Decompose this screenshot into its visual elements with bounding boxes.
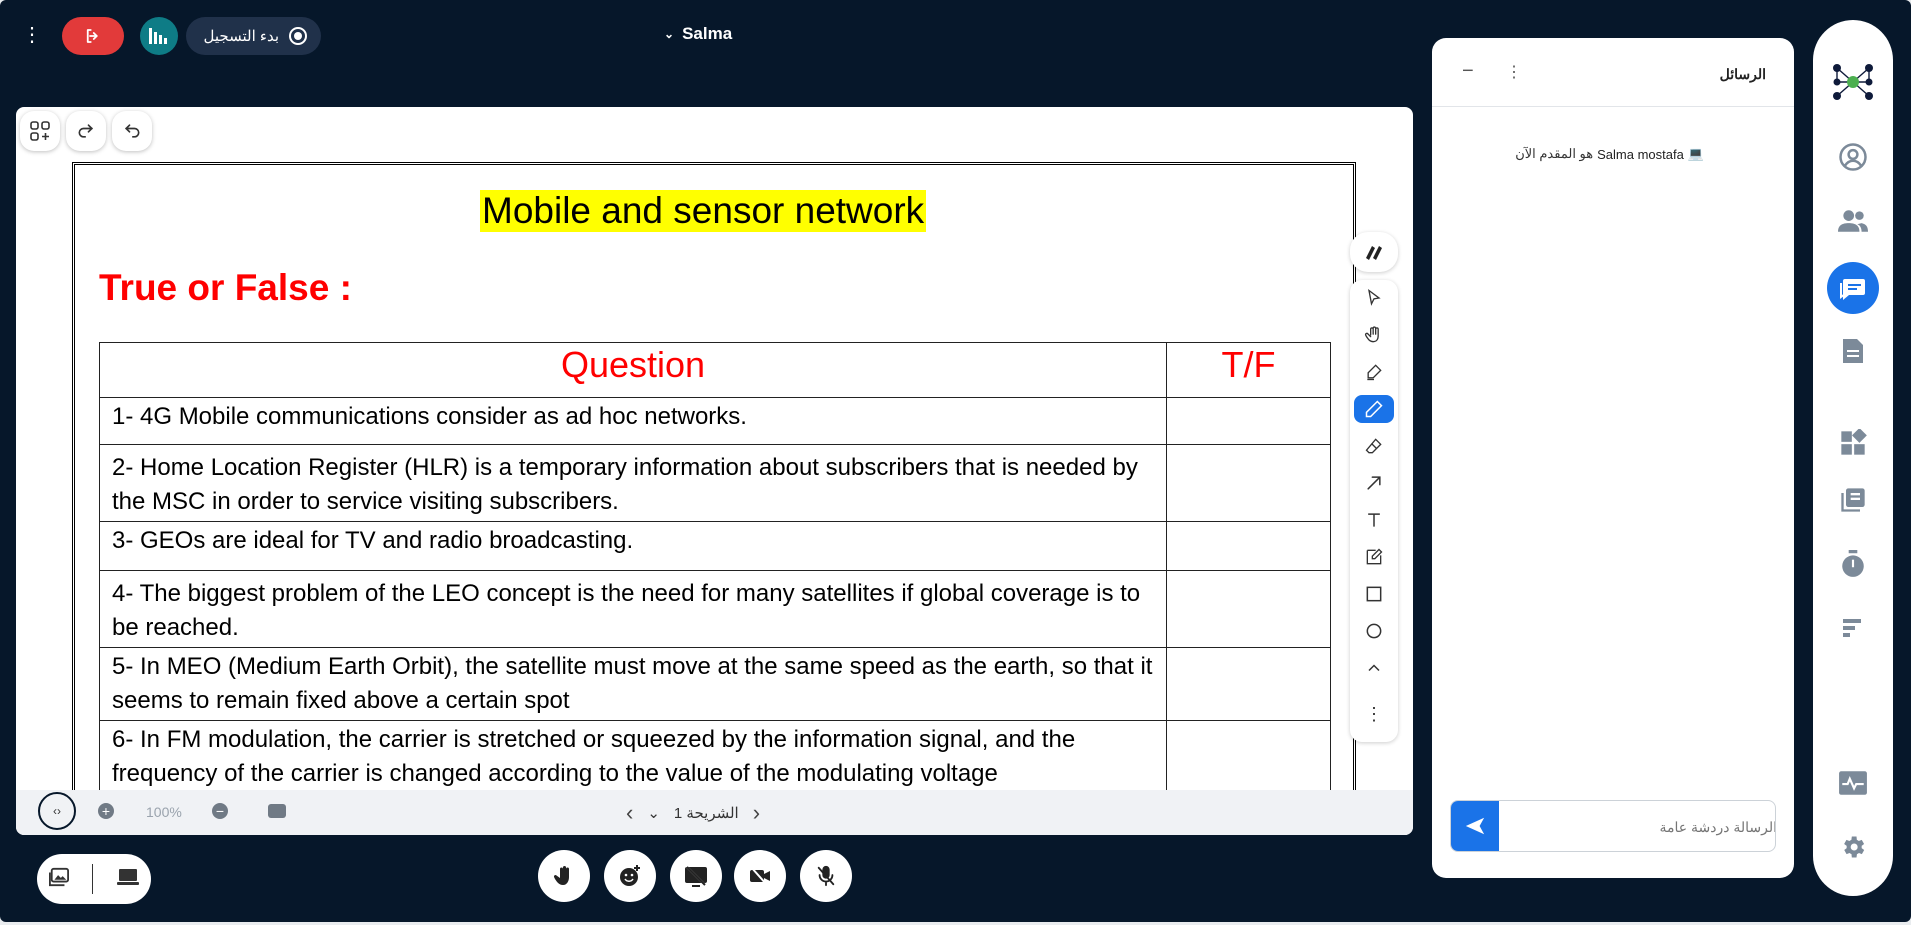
tf-header: T/F	[1167, 343, 1331, 398]
users-icon	[1838, 208, 1868, 234]
stop-sharing-screen-button[interactable]	[670, 850, 722, 902]
arrow-icon	[1364, 473, 1384, 493]
presentation-slide	[72, 162, 1356, 802]
question-cell: 1- 4G Mobile communications consider as ad hoc networks.	[100, 398, 1167, 445]
highlighter-tool[interactable]	[1354, 358, 1394, 386]
table-row	[100, 721, 1331, 794]
zoom-in-icon[interactable]: +	[98, 803, 114, 819]
more-vertical-icon: ⋮	[1365, 703, 1383, 724]
presentation-area	[16, 107, 1413, 835]
highlighter-icon	[1364, 362, 1384, 382]
table-header-row	[100, 343, 1331, 398]
pan-tool[interactable]	[1354, 321, 1394, 349]
chat-input-box	[1450, 800, 1776, 852]
hand-icon	[552, 864, 576, 888]
question-cell: 2- Home Location Register (HLR) is a temporary information about subscribers that is needed by the MSC in order to service visiting subscribers.	[100, 445, 1167, 522]
question-cell: 5- In MEO (Medium Earth Orbit), the satellite must move at the same speed as the earth, so that it seems to remain fixed above a certain spot	[100, 648, 1167, 721]
poll-icon	[1841, 616, 1865, 640]
more-tools[interactable]	[1354, 700, 1394, 728]
redo-button[interactable]	[66, 111, 106, 151]
leave-icon	[84, 27, 102, 45]
minimize-icon[interactable]: −	[1462, 60, 1474, 82]
slide-subtitle: True or False :	[99, 267, 352, 308]
ellipse-tool[interactable]	[1354, 617, 1394, 645]
note-icon	[1364, 547, 1384, 567]
answer-cell	[1167, 721, 1331, 794]
apps-add-icon	[29, 120, 51, 142]
answer-cell	[1167, 571, 1331, 648]
presenter-notice	[1515, 146, 1704, 162]
table-row	[100, 445, 1331, 522]
answer-cell	[1167, 522, 1331, 571]
emoji-add-icon	[618, 864, 642, 888]
presenter-name: Salma mostafa	[1597, 146, 1684, 162]
whiteboard-toolbar	[1350, 280, 1398, 742]
eraser-tool[interactable]	[1354, 432, 1394, 460]
document-icon	[1841, 337, 1865, 365]
top-bar	[0, 0, 1420, 70]
collapse-tool[interactable]	[1354, 654, 1394, 682]
timer-button[interactable]	[1833, 544, 1873, 584]
stats-icon	[148, 26, 170, 46]
question-header: Question	[100, 343, 1167, 398]
right-navigation	[1813, 20, 1893, 896]
microphone-off-button[interactable]	[800, 850, 852, 902]
fit-to-screen-button[interactable]	[38, 792, 76, 830]
undo-icon	[122, 121, 142, 141]
divider	[92, 864, 93, 894]
answer-cell	[1167, 398, 1331, 445]
table-row	[100, 522, 1331, 571]
slide-title: Mobile and sensor network	[482, 190, 925, 231]
library-icon	[1839, 486, 1867, 514]
fit-width-icon[interactable]	[268, 804, 286, 818]
connection-status-button[interactable]	[1833, 763, 1873, 803]
answer-cell	[1167, 648, 1331, 721]
record-icon	[289, 27, 307, 45]
question-cell: 3- GEOs are ideal for TV and radio broadcasting.	[100, 522, 1167, 571]
hand-icon	[1364, 325, 1384, 345]
chevron-down-icon: ⌄	[664, 27, 675, 41]
chevron-up-icon	[1364, 658, 1384, 678]
presentation-footer	[16, 790, 1413, 835]
leave-meeting-button[interactable]	[62, 17, 124, 55]
zoom-out-icon[interactable]: −	[212, 803, 228, 819]
meeting-name: Salma	[682, 24, 733, 43]
pointer-icon	[1364, 288, 1384, 308]
undo-button[interactable]	[112, 111, 152, 151]
send-icon	[1464, 815, 1486, 837]
upload-presentation-button[interactable]	[48, 867, 70, 892]
notes-button[interactable]	[1833, 331, 1873, 371]
question-cell: 4- The biggest problem of the LEO concept is the need for many satellites if global coverage is to be reached.	[100, 571, 1167, 648]
slide-label: الشريحة 1	[673, 805, 739, 822]
next-slide-button[interactable]: ›	[752, 800, 761, 825]
reactions-button[interactable]	[604, 850, 656, 902]
arrow-tool[interactable]	[1354, 469, 1394, 497]
apps-button[interactable]	[1833, 423, 1873, 463]
chat-icon	[1839, 275, 1867, 301]
settings-button[interactable]	[1833, 827, 1873, 867]
app-logo	[1827, 56, 1879, 108]
presentation-toolbar	[20, 111, 152, 151]
zoom-level: 100%	[146, 804, 182, 820]
chat-panel	[1432, 38, 1794, 878]
table-row	[100, 571, 1331, 648]
answer-cell	[1167, 445, 1331, 522]
pen-multi-icon	[1362, 240, 1386, 264]
video-off-icon	[748, 865, 772, 887]
share-screen-button[interactable]	[116, 867, 140, 892]
screen-share-off-icon	[684, 865, 708, 887]
start-recording-button[interactable]	[186, 17, 321, 55]
meeting-title[interactable]	[664, 24, 732, 44]
chevron-down-icon[interactable]: ⌄	[647, 805, 660, 822]
rectangle-icon	[1364, 584, 1384, 604]
chat-header	[1432, 38, 1794, 107]
question-cell: 6- In FM modulation, the carrier is stretched or squeezed by the information signal, and the frequency of the carrier is changed according to the value of the modulating voltage	[100, 721, 1167, 794]
widgets-icon	[1839, 429, 1867, 457]
mic-off-icon	[815, 865, 837, 887]
circle-icon	[1364, 621, 1384, 641]
presentation-controls	[37, 854, 151, 904]
rectangle-tool[interactable]	[1354, 580, 1394, 608]
camera-off-button[interactable]	[734, 850, 786, 902]
pencil-tool[interactable]	[1354, 395, 1394, 423]
breakout-rooms-button[interactable]	[1833, 480, 1873, 520]
record-label: بدء التسجيل	[203, 28, 279, 45]
pencil-icon	[1364, 399, 1384, 419]
text-tool[interactable]	[1354, 506, 1394, 534]
question-table	[99, 342, 1331, 802]
presenter-status: هو المقدم الآن	[1515, 146, 1594, 161]
select-tool[interactable]	[1354, 284, 1394, 312]
redo-icon	[76, 121, 96, 141]
laptop-icon: 💻	[1687, 146, 1704, 161]
table-row	[100, 398, 1331, 445]
participants-button[interactable]	[1833, 201, 1873, 241]
note-tool[interactable]	[1354, 543, 1394, 571]
connection-stats-button[interactable]	[140, 17, 178, 55]
chat-button[interactable]	[1827, 262, 1879, 314]
slide-navigation	[626, 800, 760, 826]
image-stack-icon	[48, 867, 70, 887]
multi-user-whiteboard-button[interactable]	[1350, 232, 1398, 272]
profile-button[interactable]	[1833, 137, 1873, 177]
code-icon: ‹›	[53, 804, 61, 818]
apps-add-button[interactable]	[20, 111, 60, 151]
user-circle-icon	[1838, 142, 1868, 172]
chat-title: الرسائل	[1719, 66, 1766, 82]
send-message-button[interactable]	[1451, 801, 1499, 851]
raise-hand-button[interactable]	[538, 850, 590, 902]
timer-icon	[1840, 550, 1866, 578]
polls-button[interactable]	[1833, 608, 1873, 648]
options-menu-icon[interactable]: ⋮	[22, 24, 42, 46]
logo-icon	[1829, 58, 1877, 106]
eraser-icon	[1364, 436, 1384, 456]
gear-icon	[1839, 833, 1867, 861]
table-row	[100, 648, 1331, 721]
chat-options-icon[interactable]: ⋮	[1506, 64, 1522, 81]
text-icon	[1364, 510, 1384, 530]
chat-message-input[interactable]	[1499, 801, 1776, 852]
laptop-icon	[116, 867, 140, 887]
monitor-heart-icon	[1838, 770, 1868, 796]
previous-slide-button[interactable]: ‹	[626, 800, 634, 825]
